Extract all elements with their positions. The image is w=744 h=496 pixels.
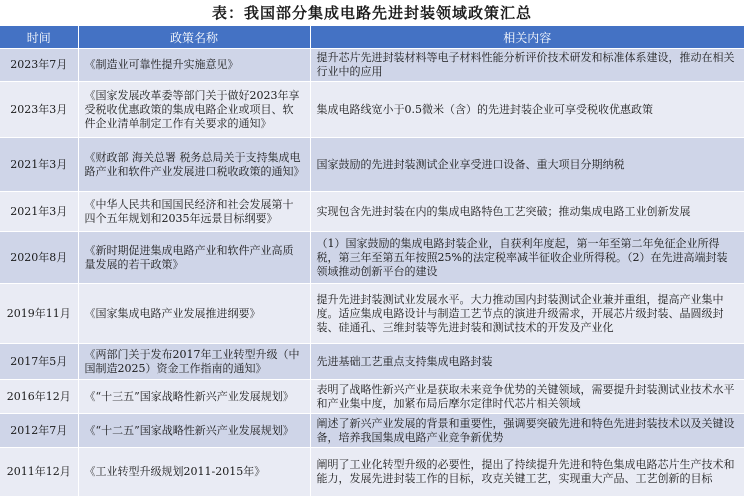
content-cell: 国家鼓励的先进封装测试企业享受进口设备、重大项目分期纳税 xyxy=(310,138,744,192)
table-row xyxy=(0,284,744,344)
header-content: 相关内容 xyxy=(310,26,744,49)
table-row xyxy=(0,192,744,232)
header-row xyxy=(0,26,744,49)
table-title: 表：我国部分集成电路先进封装领域政策汇总 xyxy=(211,4,532,22)
policy-name-cell: 《新时期促进集成电路产业和软件产业高质量发展的若干政策》 xyxy=(78,232,310,284)
date-cell: 2019年11月 xyxy=(0,284,78,344)
date-cell: 2023年3月 xyxy=(0,82,78,138)
policy-name-cell: 《工业转型升级规划2011-2015年》 xyxy=(78,448,310,496)
content-cell: 表明了战略性新兴产业是获取未来竞争优势的关键领域，需要提升封装测试业技术水平和产业集中度，加紧布局后摩尔定律时代芯片相关领域 xyxy=(310,380,744,414)
table-row xyxy=(0,82,744,138)
table-row xyxy=(0,49,744,82)
table-row xyxy=(0,448,744,496)
policy-name-cell: 《“十二五”国家战略性新兴产业发展规划》 xyxy=(78,414,310,448)
date-cell: 2023年7月 xyxy=(0,49,78,82)
content-cell: 提升芯片先进封装材料等电子材料性能分析评价技术研发和标准体系建设，推动在相关行业中的应用 xyxy=(310,49,744,82)
date-cell: 2011年12月 xyxy=(0,448,78,496)
table-row xyxy=(0,380,744,414)
content-cell: 先进基础工艺重点支持集成电路封装 xyxy=(310,344,744,380)
table-row xyxy=(0,344,744,380)
content-cell: 阐明了工业化转型升级的必要性，提出了持续提升先进和特色集成电路芯片生产技术和能力，发展先进封装工作的目标，攻克关键工艺，实现重大产品、工艺创新的目标 xyxy=(310,448,744,496)
table-row xyxy=(0,232,744,284)
policy-name-cell: 《中华人民共和国国民经济和社会发展第十四个五年规划和2035年远景目标纲要》 xyxy=(78,192,310,232)
date-cell: 2021年3月 xyxy=(0,192,78,232)
policy-name-cell: 《财政部 海关总署 税务总局关于支持集成电路产业和软件产业发展进口税收政策的通知》 xyxy=(78,138,310,192)
policy-name-cell: 《制造业可靠性提升实施意见》 xyxy=(78,49,310,82)
content-cell: 实现包含先进封装在内的集成电路特色工艺突破；推动集成电路工业创新发展 xyxy=(310,192,744,232)
date-cell: 2017年5月 xyxy=(0,344,78,380)
policy-name-cell: 《国家发展改革委等部门关于做好2023年享受税收优惠政策的集成电路企业或项目、软件企业清单制定工作有关要求的通知》 xyxy=(78,82,310,138)
policy-name-cell: 《两部门关于发布2017年工业转型升级（中国制造2025）资金工作指南的通知》 xyxy=(78,344,310,380)
date-cell: 2020年8月 xyxy=(0,232,78,284)
table-row xyxy=(0,138,744,192)
table-row xyxy=(0,414,744,448)
date-cell: 2012年7月 xyxy=(0,414,78,448)
date-cell: 2016年12月 xyxy=(0,380,78,414)
content-cell: 提升先进封装测试业发展水平。大力推动国内封装测试企业兼并重组，提高产业集中度。适应集成电路设计与制造工艺节点的演进升级需求，开展芯片级封装、晶圆级封装、硅通孔、三维封装等先进封装和测试技术的开发及产业化 xyxy=(310,284,744,344)
header-time: 时间 xyxy=(0,26,78,49)
content-cell: 阐述了新兴产业发展的背景和重要性，强调要突破先进和特色先进封装技术以及关键设备，培养我国集成电路产业竞争新优势 xyxy=(310,414,744,448)
policy-name-cell: 《国家集成电路产业发展推进纲要》 xyxy=(78,284,310,344)
content-cell: 集成电路线宽小于0.5微米（含）的先进封装企业可享受税收优惠政策 xyxy=(310,82,744,138)
date-cell: 2021年3月 xyxy=(0,138,78,192)
policy-table xyxy=(0,26,744,496)
content-cell: （1）国家鼓励的集成电路封装企业，自获利年度起，第一年至第二年免征企业所得税，第三年至第五年按照25%的法定税率减半征收企业所得税。（2）在先进高端封装领域推动创新平台的建设 xyxy=(310,232,744,284)
header-policy-name: 政策名称 xyxy=(78,26,310,49)
policy-name-cell: 《“十三五”国家战略性新兴产业发展规划》 xyxy=(78,380,310,414)
